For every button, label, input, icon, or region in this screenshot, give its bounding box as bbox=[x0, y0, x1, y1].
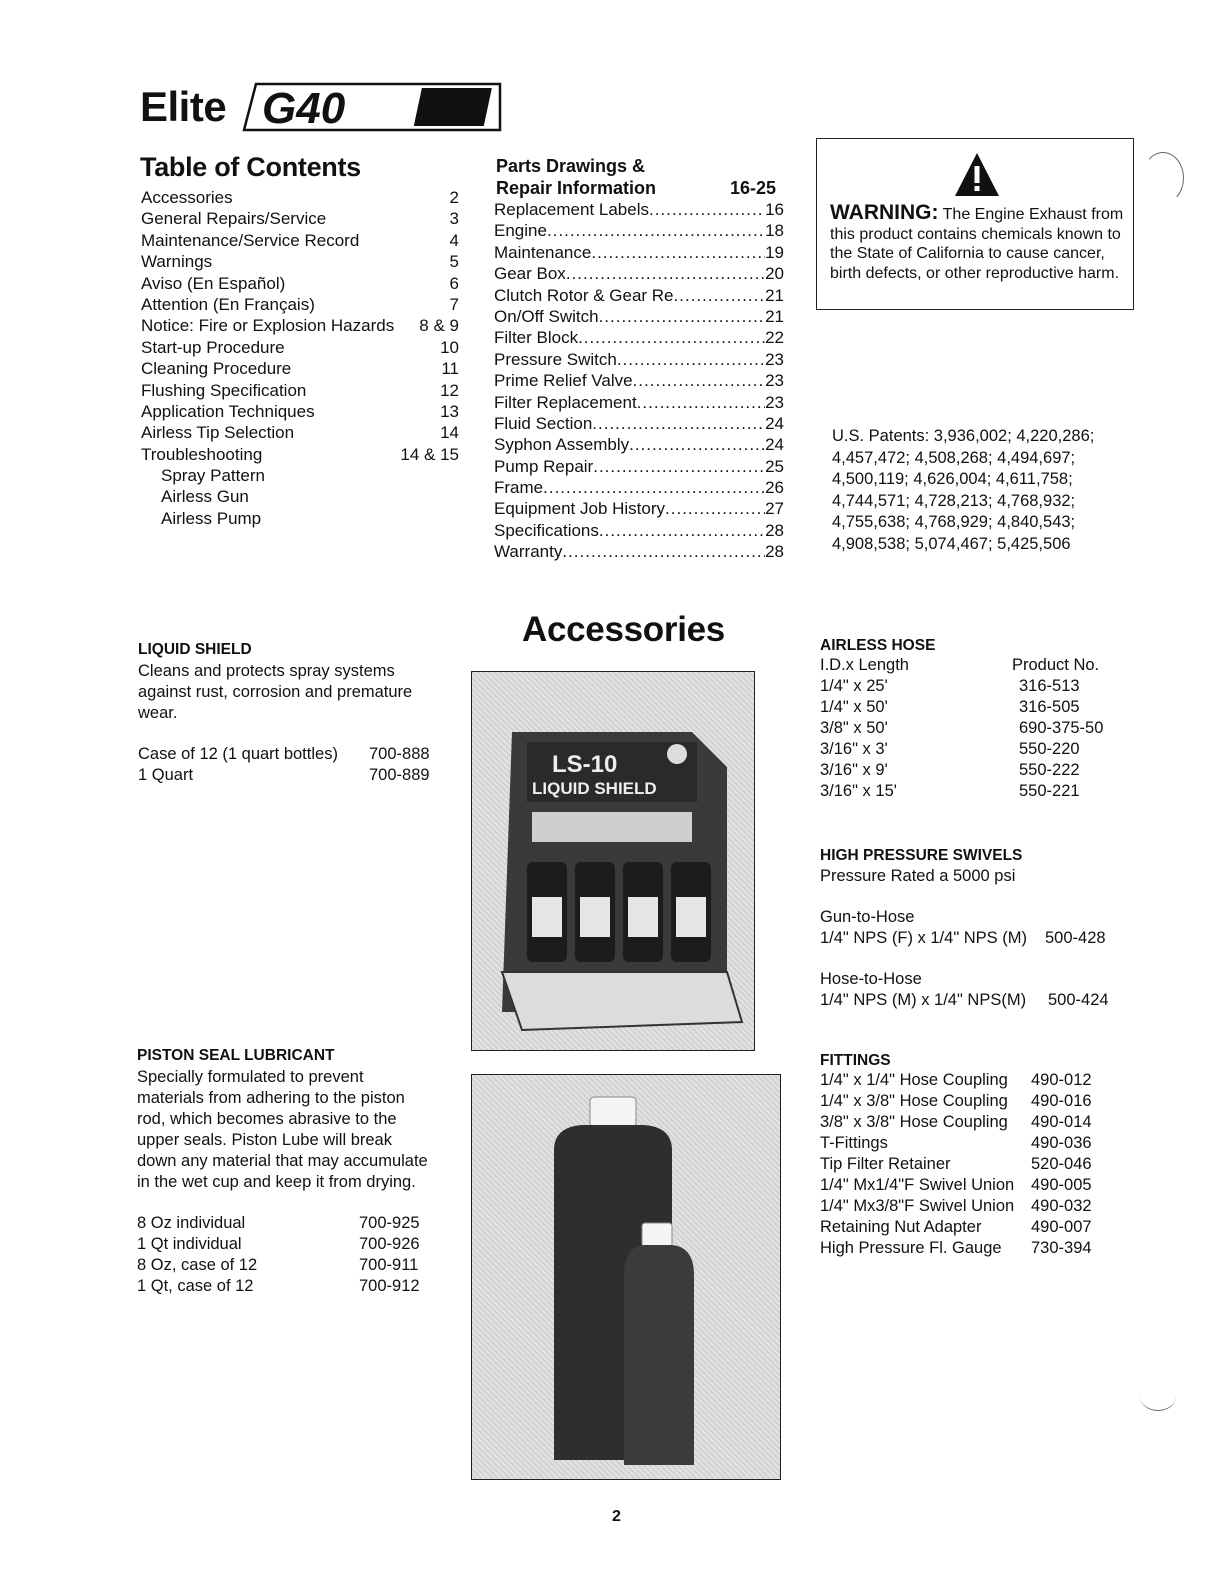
toc-entry-value: 11 bbox=[441, 359, 459, 379]
toc-entry-value: 14 bbox=[440, 423, 459, 443]
toc-entry-value: 7 bbox=[449, 294, 459, 314]
hose-item bbox=[820, 760, 1120, 781]
toc-parts-entry bbox=[494, 349, 784, 370]
toc-entry bbox=[141, 380, 459, 401]
fitting-item bbox=[820, 1196, 1120, 1217]
piston-seal-items bbox=[137, 1213, 437, 1297]
swivels-section bbox=[820, 845, 1130, 1011]
toc-entry bbox=[141, 208, 459, 229]
toc-entry bbox=[141, 337, 459, 358]
scan-mark bbox=[1140, 1382, 1176, 1411]
toc-parts-entry-label: Replacement Labels bbox=[494, 200, 649, 219]
fitting-item-label: 1/4" Mx1/4"F Swivel Union bbox=[820, 1176, 1015, 1194]
piston-seal-item bbox=[137, 1213, 437, 1234]
liquid-shield-item-value: 700-888 bbox=[369, 745, 430, 763]
toc-entry-value: 10 bbox=[440, 337, 459, 357]
toc-parts-entry-value: 21 bbox=[765, 306, 784, 326]
toc-parts-entry-label: Engine bbox=[494, 221, 547, 241]
fitting-item bbox=[820, 1154, 1120, 1175]
toc-parts-entry bbox=[494, 199, 784, 220]
toc-entry-label: General Repairs/Service bbox=[141, 209, 327, 229]
swivels-g2h-row bbox=[820, 928, 1130, 949]
fitting-item-value: 490-036 bbox=[1031, 1134, 1092, 1152]
toc-parts-entry-value: 18 bbox=[765, 221, 784, 241]
fitting-item-label: T-Fittings bbox=[820, 1134, 888, 1152]
fitting-item bbox=[820, 1112, 1120, 1133]
toc-parts-entry-value: 25 bbox=[765, 456, 784, 476]
toc-parts-entry bbox=[494, 370, 784, 391]
toc-entry bbox=[141, 273, 459, 294]
piston-seal-item-label: 1 Qt, case of 12 bbox=[137, 1277, 254, 1295]
hose-item-label: 1/4" x 50' bbox=[820, 698, 888, 716]
swivels-sub: Pressure Rated a 5000 psi bbox=[820, 867, 1016, 885]
leader-dots bbox=[633, 370, 766, 391]
piston-seal-item-value: 700-911 bbox=[359, 1256, 419, 1274]
accessories-title: Accessories bbox=[522, 610, 725, 649]
fittings-heading: FITTINGS bbox=[820, 1052, 891, 1069]
toc-entry-value: 6 bbox=[449, 273, 459, 293]
leader-dots bbox=[674, 285, 766, 306]
airless-hose-heading: AIRLESS HOSE bbox=[820, 637, 936, 654]
leader-dots bbox=[592, 413, 765, 434]
toc-parts-entry bbox=[494, 327, 784, 348]
toc-entry bbox=[141, 315, 459, 336]
toc-parts-entry bbox=[494, 498, 784, 519]
fitting-item-value: 490-005 bbox=[1031, 1176, 1092, 1194]
airless-hose-col-headers bbox=[820, 655, 1120, 676]
photo-label-line2: LIQUID SHIELD bbox=[532, 779, 657, 798]
warning-label: WARNING: bbox=[830, 201, 939, 224]
swivels-g2h-num: 500-428 bbox=[1045, 929, 1106, 947]
liquid-shield-item-label: Case of 12 (1 quart bottles) bbox=[138, 745, 338, 763]
toc-heading: Table of Contents bbox=[140, 152, 361, 182]
liquid-shield-item bbox=[138, 765, 448, 786]
liquid-shield-section bbox=[138, 641, 448, 786]
fitting-item bbox=[820, 1217, 1120, 1238]
toc-parts-entry bbox=[494, 456, 784, 477]
toc-entry-value: 4 bbox=[449, 230, 459, 250]
hose-item-label: 3/8" x 50' bbox=[820, 719, 888, 737]
leader-dots bbox=[665, 498, 765, 519]
toc-right-list bbox=[494, 199, 784, 563]
toc-entry-label: Start-up Procedure bbox=[141, 337, 285, 357]
toc-parts-entry bbox=[494, 520, 784, 541]
swivels-heading: HIGH PRESSURE SWIVELS bbox=[820, 847, 1023, 864]
toc-parts-entry-value: 26 bbox=[765, 478, 784, 498]
brand-title: Elite bbox=[140, 83, 227, 130]
fitting-item-label: Retaining Nut Adapter bbox=[820, 1218, 982, 1236]
piston-seal-desc: Specially formulated to prevent materials from adhering to the piston rod, which becomes abrasive to the upper seals. Piston Lube will break down any material that may accumulate in the wet cup and keep it from drying. bbox=[137, 1068, 428, 1191]
toc-entry-label: Application Techniques bbox=[141, 401, 315, 421]
toc-right-heading-line2: Repair Information bbox=[496, 178, 657, 198]
toc-parts-entry-label: Syphon Assembly bbox=[494, 435, 630, 455]
toc-parts-entry bbox=[494, 541, 784, 562]
fitting-item-value: 490-007 bbox=[1031, 1218, 1092, 1236]
toc-parts-entry bbox=[494, 434, 784, 455]
airless-hose-items bbox=[820, 676, 1120, 802]
toc-right-heading-line1: Parts Drawings & bbox=[496, 156, 646, 176]
liquid-shield-item-value: 700-889 bbox=[369, 766, 430, 784]
toc-parts-entry bbox=[494, 306, 784, 327]
toc-entry-label: Airless Tip Selection bbox=[141, 423, 295, 443]
hose-col2-header: Product No. bbox=[1012, 656, 1100, 674]
toc-entry bbox=[141, 508, 459, 529]
fitting-item-value: 490-016 bbox=[1031, 1092, 1092, 1110]
toc-entry bbox=[141, 465, 459, 486]
toc-parts-entry-label: On/Off Switch bbox=[494, 306, 599, 326]
toc-parts-entry-value: 22 bbox=[765, 328, 784, 348]
hose-item-label: 3/16" x 9' bbox=[820, 761, 888, 779]
liquid-shield-photo bbox=[471, 671, 755, 1051]
toc-entry bbox=[141, 401, 459, 422]
leader-dots bbox=[562, 541, 765, 562]
piston-seal-item-label: 1 Qt individual bbox=[137, 1235, 242, 1253]
toc-entry-label: Notice: Fire or Explosion Hazards bbox=[141, 316, 395, 336]
toc-parts-entry-label: Equipment Job History bbox=[494, 499, 666, 519]
liquid-shield-heading: LIQUID SHIELD bbox=[138, 641, 252, 658]
piston-seal-section bbox=[137, 1047, 437, 1297]
liquid-shield-photo-art bbox=[472, 672, 755, 1051]
toc-entry bbox=[141, 294, 459, 315]
toc-parts-entry-value: 23 bbox=[765, 349, 784, 369]
logo-text: G40 bbox=[262, 84, 346, 133]
leader-dots bbox=[599, 520, 765, 541]
hose-col1-header: I.D.x Length bbox=[820, 656, 909, 674]
piston-seal-heading: PISTON SEAL LUBRICANT bbox=[137, 1047, 335, 1064]
toc-parts-entry-label: Clutch Rotor & Gear Re bbox=[494, 285, 674, 305]
toc-entry bbox=[141, 187, 459, 208]
fitting-item bbox=[820, 1175, 1120, 1196]
piston-seal-item-label: 8 Oz individual bbox=[137, 1214, 246, 1232]
swivels-g2h-label: Gun-to-Hose bbox=[820, 908, 915, 926]
hose-item-value: 316-513 bbox=[1019, 677, 1080, 695]
toc-entry-label: Maintenance/Service Record bbox=[141, 230, 360, 250]
toc-parts-entry-label: Maintenance bbox=[494, 242, 592, 262]
toc-parts-entry bbox=[494, 242, 784, 263]
toc-parts-entry-value: 19 bbox=[765, 242, 784, 262]
hose-item-value: 316-505 bbox=[1019, 698, 1080, 716]
toc-parts-entry-value: 27 bbox=[765, 499, 784, 519]
toc-entry-label: Accessories bbox=[141, 188, 233, 207]
toc-parts-entry bbox=[494, 477, 784, 498]
fitting-item-label: 3/8" x 3/8" Hose Coupling bbox=[820, 1113, 1008, 1131]
toc-parts-entry-label: Fluid Section bbox=[494, 413, 593, 433]
toc-parts-entry-value: 23 bbox=[765, 371, 784, 391]
scan-mark bbox=[1142, 152, 1184, 204]
piston-seal-item-value: 700-925 bbox=[359, 1214, 420, 1232]
warning-body: The Engine Exhaust from this product contains chemicals known to the State of California to cause cancer, birth defects, or other reproductive harm. bbox=[830, 206, 1124, 282]
hose-item-label: 1/4" x 25' bbox=[820, 677, 888, 695]
piston-seal-item-value: 700-912 bbox=[359, 1277, 420, 1295]
warning-box bbox=[816, 138, 1134, 310]
toc-entry-label: Airless Gun bbox=[161, 487, 249, 507]
swivels-h2h-label: Hose-to-Hose bbox=[820, 970, 922, 988]
toc-parts-entry-value: 16 bbox=[765, 200, 784, 219]
toc-parts-entry bbox=[494, 220, 784, 241]
toc-entry bbox=[141, 251, 459, 272]
toc-parts-entry bbox=[494, 413, 784, 434]
swivels-g2h-item: 1/4" NPS (F) x 1/4" NPS (M) bbox=[820, 929, 1027, 947]
patents: U.S. Patents: 3,936,002; 4,220,286; 4,457,472; 4,508,268; 4,494,697; 4,500,119; 4,626,004; 4,611,758; 4,744,571; 4,728,213; 4,768,932; 4,755,638; 4,768,929; 4,840,543; 4,908,538; 5,074,467; 5,425,506 bbox=[832, 427, 1095, 553]
liquid-shield-desc: Cleans and protects spray systems against rust, corrosion and premature wear. bbox=[138, 662, 413, 722]
hose-item bbox=[820, 781, 1120, 802]
toc-parts-entry-label: Pump Repair bbox=[494, 456, 594, 476]
toc-parts-entry-label: Frame bbox=[494, 478, 544, 498]
toc-entry bbox=[141, 422, 459, 443]
leader-dots bbox=[543, 477, 765, 498]
toc-entry bbox=[141, 444, 459, 465]
piston-seal-item bbox=[137, 1234, 437, 1255]
hose-item-label: 3/16" x 3' bbox=[820, 740, 888, 758]
leader-dots bbox=[591, 242, 765, 263]
toc-entry-label: Attention (En Français) bbox=[141, 294, 315, 314]
fittings-section bbox=[820, 1052, 1120, 1259]
piston-lube-photo-art bbox=[472, 1075, 781, 1480]
piston-seal-item bbox=[137, 1255, 437, 1276]
liquid-shield-items bbox=[138, 744, 448, 786]
hose-item bbox=[820, 739, 1120, 760]
fitting-item-label: 1/4" Mx3/8"F Swivel Union bbox=[820, 1197, 1015, 1215]
hose-item bbox=[820, 676, 1120, 697]
fitting-item bbox=[820, 1133, 1120, 1154]
toc-parts-entry-value: 23 bbox=[765, 392, 784, 412]
toc-parts-entry-value: 21 bbox=[765, 285, 784, 305]
hose-item-value: 550-220 bbox=[1019, 740, 1080, 758]
toc-parts-entry-value: 24 bbox=[765, 435, 784, 455]
toc-entry-label: Warnings bbox=[141, 252, 213, 272]
toc-parts-entry bbox=[494, 263, 784, 284]
toc-entry-label: Airless Pump bbox=[161, 508, 262, 528]
toc-parts-entry-label: Specifications bbox=[494, 520, 599, 540]
piston-seal-item-label: 8 Oz, case of 12 bbox=[137, 1256, 258, 1274]
toc-left-list bbox=[141, 187, 459, 529]
page-number: 2 bbox=[612, 1508, 621, 1525]
fitting-item-value: 520-046 bbox=[1031, 1155, 1092, 1173]
hose-item bbox=[820, 718, 1120, 739]
toc-entry-value: 14 & 15 bbox=[400, 444, 459, 464]
hose-item-label: 3/16" x 15' bbox=[820, 782, 897, 800]
fittings-items bbox=[820, 1070, 1120, 1259]
toc-entry-label: Spray Pattern bbox=[161, 466, 265, 486]
toc-entry-label: Aviso (En Español) bbox=[141, 273, 286, 293]
brand-header bbox=[140, 78, 508, 136]
toc-parts-entry-value: 24 bbox=[765, 413, 784, 433]
toc-parts-entry-label: Pressure Switch bbox=[494, 349, 617, 369]
toc-entry-value: 2 bbox=[449, 188, 459, 207]
piston-lube-photo bbox=[471, 1074, 781, 1480]
toc-entry bbox=[141, 486, 459, 507]
hose-item-value: 690-375-50 bbox=[1019, 719, 1104, 737]
leader-dots bbox=[566, 263, 765, 284]
swivels-h2h-row bbox=[820, 990, 1130, 1011]
fitting-item-label: 1/4" x 3/8" Hose Coupling bbox=[820, 1092, 1008, 1110]
toc-entry-label: Flushing Specification bbox=[141, 380, 307, 400]
toc-entry bbox=[141, 230, 459, 251]
toc-parts-entry-label: Filter Replacement bbox=[494, 392, 637, 412]
hose-item-value: 550-222 bbox=[1019, 761, 1080, 779]
toc-parts-entry-label: Gear Box bbox=[494, 264, 566, 284]
toc-parts-entry-label: Filter Block bbox=[494, 328, 579, 348]
photo-label-line1: LS-10 bbox=[552, 751, 618, 778]
toc-parts-entry-value: 20 bbox=[765, 264, 784, 284]
toc-entry-value: 13 bbox=[440, 401, 459, 421]
fitting-item bbox=[820, 1238, 1120, 1259]
toc-entry-label: Troubleshooting bbox=[141, 444, 263, 464]
leader-dots bbox=[547, 220, 765, 241]
toc-parts-entry-label: Prime Relief Valve bbox=[494, 371, 633, 391]
piston-seal-item bbox=[137, 1276, 437, 1297]
hose-item-value: 550-221 bbox=[1019, 782, 1080, 800]
piston-seal-item-value: 700-926 bbox=[359, 1235, 420, 1253]
fitting-item-label: High Pressure Fl. Gauge bbox=[820, 1239, 1002, 1257]
fitting-item-label: Tip Filter Retainer bbox=[820, 1155, 951, 1173]
toc-entry bbox=[141, 358, 459, 379]
toc-entry-label: Cleaning Procedure bbox=[141, 359, 292, 379]
leader-dots bbox=[599, 306, 766, 327]
toc-parts-entry bbox=[494, 392, 784, 413]
toc-parts-entry-value: 28 bbox=[765, 520, 784, 540]
toc-entry-value: 3 bbox=[449, 209, 459, 229]
leader-dots bbox=[637, 392, 765, 413]
toc-entry-value: 8 & 9 bbox=[419, 316, 459, 336]
warning-text bbox=[830, 203, 1130, 283]
hose-item bbox=[820, 697, 1120, 718]
fitting-item-label: 1/4" x 1/4" Hose Coupling bbox=[820, 1071, 1008, 1089]
leader-dots bbox=[578, 327, 765, 348]
toc-right-heading bbox=[496, 155, 776, 199]
toc-parts-entry-label: Warranty bbox=[494, 542, 563, 562]
warning-triangle-icon bbox=[953, 151, 1001, 199]
fitting-item-value: 730-394 bbox=[1031, 1239, 1092, 1257]
g40-logo bbox=[238, 78, 508, 136]
liquid-shield-item bbox=[138, 744, 448, 765]
swivels-h2h-num: 500-424 bbox=[1048, 991, 1109, 1009]
leader-dots bbox=[593, 456, 765, 477]
toc-right-heading-range: 16-25 bbox=[729, 178, 776, 198]
fitting-item bbox=[820, 1070, 1120, 1091]
toc-entry-value: 5 bbox=[449, 252, 459, 272]
liquid-shield-item-label: 1 Quart bbox=[138, 766, 194, 784]
fitting-item-value: 490-032 bbox=[1031, 1197, 1092, 1215]
leader-dots bbox=[629, 434, 765, 455]
leader-dots bbox=[649, 199, 765, 220]
toc-parts-entry bbox=[494, 285, 784, 306]
fitting-item-value: 490-012 bbox=[1031, 1071, 1092, 1089]
fitting-item-value: 490-014 bbox=[1031, 1113, 1092, 1131]
fitting-item bbox=[820, 1091, 1120, 1112]
swivels-h2h-item: 1/4" NPS (M) x 1/4" NPS(M) bbox=[820, 991, 1027, 1009]
toc-parts-entry-value: 28 bbox=[765, 542, 784, 562]
airless-hose-section bbox=[820, 637, 1120, 802]
leader-dots bbox=[617, 349, 765, 370]
toc-entry-value: 12 bbox=[440, 380, 459, 400]
